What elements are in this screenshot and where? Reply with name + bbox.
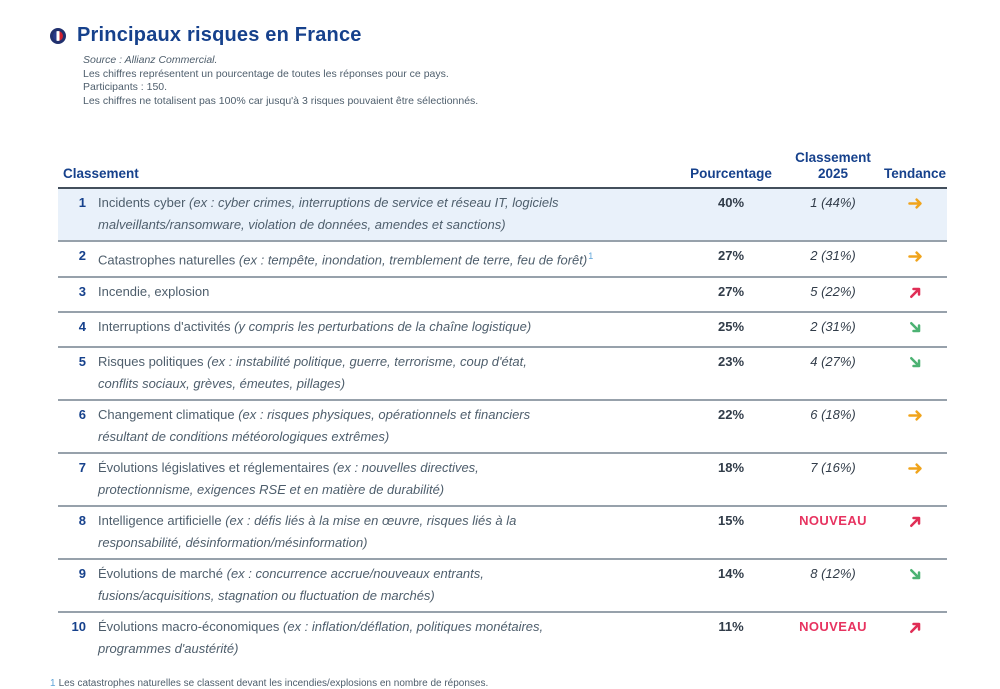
table-row: [58, 189, 947, 242]
rank-2025-cell: NOUVEAU: [799, 618, 867, 634]
rank-cell: 9: [78, 565, 86, 581]
trend-arrow-icon: [908, 461, 923, 476]
percentage-cell: 27%: [717, 283, 745, 299]
rank-cell: 1: [78, 195, 86, 211]
source-line: Source : Allianz Commercial.: [83, 54, 218, 66]
trend-arrow-icon: [908, 249, 923, 264]
page-header: [50, 24, 947, 47]
table-row: [58, 454, 947, 507]
france-flag-icon: [50, 28, 66, 44]
risk-name: Évolutions législatives et réglementaires: [98, 459, 333, 475]
footnote-ref: 1: [588, 251, 594, 262]
rank-cell: 2: [78, 248, 86, 264]
risk-description: (ex : nouvelles directives,: [332, 459, 479, 475]
column-header-classement-2025-line1: Classement: [795, 150, 871, 166]
trend-cell: [883, 316, 947, 342]
footnote-text: Les catastrophes naturelles se classent devant les incendies/explosions en nombre de réponses.: [58, 677, 489, 689]
risk-label: [86, 616, 679, 660]
rank-2025-cell: 8 (12%): [810, 565, 856, 581]
trend-arrow-icon: [908, 408, 923, 423]
source-line: Les chiffres ne totalisent pas 100% car jusqu'à 3 risques pouvaient être sélectionnés.: [83, 94, 479, 107]
rank-cell: 8: [78, 512, 86, 528]
rank-cell: 4: [78, 318, 86, 334]
trend-cell: [883, 351, 947, 377]
source-block: [83, 54, 947, 108]
rank-2025-cell: 5 (22%): [810, 283, 856, 299]
trend-cell: [883, 192, 947, 218]
risk-description: (ex : concurrence accrue/nouveaux entrants,: [226, 565, 484, 581]
trend-cell: [883, 281, 947, 307]
column-header-classement-2025-line2: 2025: [817, 166, 849, 182]
risk-description: (ex : risques physiques, opérationnels et financiers: [238, 406, 531, 422]
percentage-cell: 18%: [717, 459, 745, 475]
table-row: [58, 278, 947, 313]
risk-description: (ex : instabilité politique, guerre, terrorisme, coup d'état,: [207, 353, 527, 369]
trend-arrow-icon: [904, 564, 925, 585]
table-header-row: [58, 150, 947, 189]
column-header-tendance: Tendance: [883, 166, 946, 182]
percentage-cell: 40%: [717, 195, 745, 211]
risk-label: [86, 245, 679, 271]
rank-2025-cell: 2 (31%): [810, 248, 856, 264]
risk-table-body: [58, 189, 947, 663]
risk-name: Incidents cyber: [98, 195, 190, 211]
percentage-cell: 14%: [717, 565, 745, 581]
table-row: [58, 401, 947, 454]
rank-2025-cell: 7 (16%): [810, 459, 856, 475]
trend-arrow-icon: [904, 617, 925, 638]
source-line: Les chiffres représentent un pourcentage de toutes les réponses pour ce pays.: [83, 67, 449, 80]
trend-cell: [883, 616, 947, 642]
risk-name: Risques politiques: [98, 353, 208, 369]
trend-arrow-icon: [904, 352, 925, 373]
column-header-classement-2025: [783, 150, 883, 182]
rank-2025-cell: 1 (44%): [810, 195, 856, 211]
column-header-pourcentage: Pourcentage: [690, 166, 772, 182]
percentage-cell: 27%: [717, 248, 745, 264]
trend-cell: [883, 457, 947, 483]
trend-arrow-icon: [904, 317, 925, 338]
risk-description: (y compris les perturbations de la chaîne logistique): [234, 318, 532, 334]
rank-cell: 3: [78, 283, 86, 299]
risk-description: malveillants/ransomware, violation de données, amendes et sanctions): [98, 217, 506, 233]
risk-description: protectionnisme, exigences RSE et en matière de durabilité): [98, 481, 445, 497]
source-line: Participants : 150.: [83, 81, 168, 94]
risk-name: Changement climatique: [98, 406, 239, 422]
risk-label: [86, 281, 679, 303]
risk-name: Évolutions de marché: [98, 565, 227, 581]
percentage-cell: 22%: [717, 406, 745, 422]
rank-2025-cell: 2 (31%): [810, 318, 856, 334]
trend-cell: [883, 510, 947, 536]
risk-description: fusions/acquisitions, stagnation ou fluctuation de marchés): [98, 587, 435, 603]
trend-cell: [883, 404, 947, 430]
trend-cell: [883, 245, 947, 271]
table-row: [58, 242, 947, 277]
rank-cell: 10: [71, 618, 86, 634]
table-row: [58, 348, 947, 401]
risk-description: responsabilité, désinformation/mésinformation): [98, 534, 368, 550]
percentage-cell: 15%: [717, 512, 745, 528]
risk-description: (ex : défis liés à la mise en œuvre, risques liés à la: [225, 512, 517, 528]
page-title: Principaux risques en France: [77, 24, 362, 46]
percentage-cell: 23%: [717, 353, 745, 369]
rank-2025-cell: NOUVEAU: [799, 512, 867, 528]
risk-label: [86, 404, 679, 448]
table-row: [58, 560, 947, 613]
risk-description: (ex : tempête, inondation, tremblement de terre, feu de forêt): [238, 252, 588, 268]
rank-cell: 6: [78, 406, 86, 422]
column-header-classement: Classement: [63, 166, 139, 182]
trend-cell: [883, 563, 947, 589]
trend-arrow-icon: [904, 511, 925, 532]
rank-cell: 5: [78, 353, 86, 369]
footnote-marker: 1: [50, 677, 56, 689]
risk-description: programmes d'austérité): [98, 640, 239, 656]
risk-name: Incendie, explosion: [98, 283, 210, 299]
rank-2025-cell: 4 (27%): [810, 353, 856, 369]
risk-table: [58, 150, 947, 663]
risk-description: (ex : cyber crimes, interruptions de service et réseau IT, logiciels: [189, 195, 559, 211]
risk-label: [86, 316, 679, 338]
trend-arrow-icon: [904, 282, 925, 303]
table-row: [58, 613, 947, 664]
table-row: [58, 507, 947, 560]
risk-description: résultant de conditions météorologiques extrêmes): [98, 428, 390, 444]
risk-name: Catastrophes naturelles: [98, 252, 239, 268]
footnote: [50, 678, 947, 689]
risk-description: (ex : inflation/déflation, politiques monétaires,: [282, 618, 544, 634]
risk-name: Interruptions d'activités: [98, 318, 235, 334]
risk-label: [86, 457, 679, 501]
rank-2025-cell: 6 (18%): [810, 406, 856, 422]
risk-label: [86, 510, 679, 554]
rank-cell: 7: [78, 459, 86, 475]
percentage-cell: 25%: [717, 318, 745, 334]
risk-label: [86, 563, 679, 607]
risk-name: Évolutions macro-économiques: [98, 618, 283, 634]
percentage-cell: 11%: [718, 618, 744, 634]
risk-label: [86, 351, 679, 395]
risk-label: [86, 192, 679, 236]
table-row: [58, 313, 947, 348]
trend-arrow-icon: [908, 196, 923, 211]
risk-name: Intelligence artificielle: [98, 512, 226, 528]
risk-description: conflits sociaux, grèves, émeutes, pillages): [98, 375, 346, 391]
